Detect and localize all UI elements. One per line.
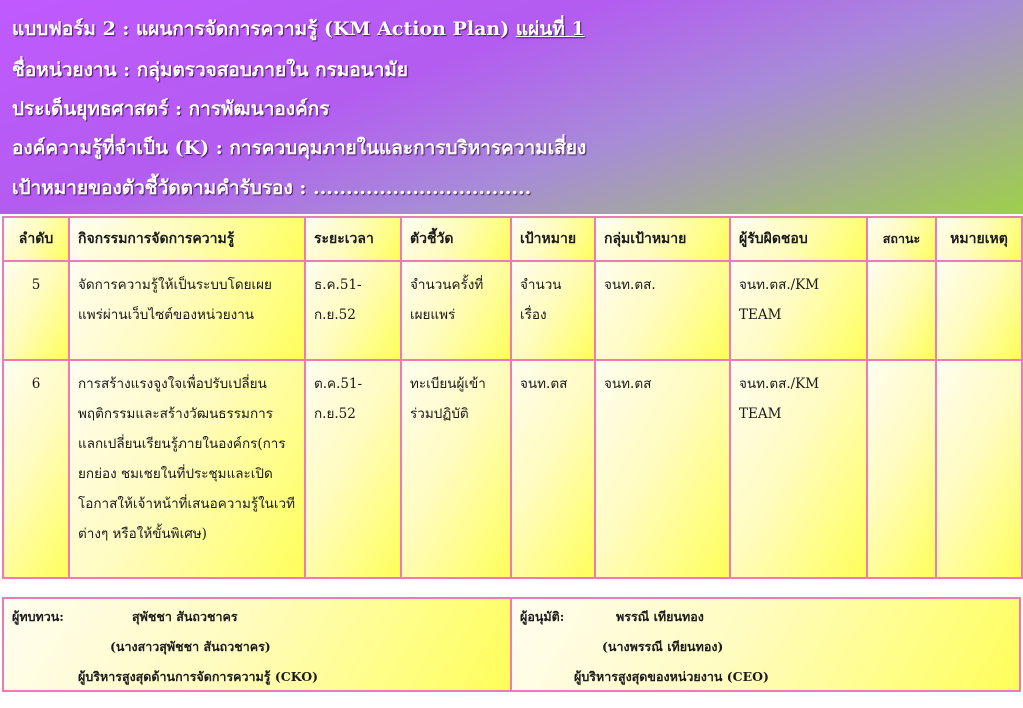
col-header-target-group: กลุ่มเป้าหมาย <box>595 217 730 261</box>
table-header-row <box>3 217 1022 261</box>
col-header-note: หมายเหตุ <box>936 217 1022 261</box>
reviewer-position: ผู้บริหารสูงสุดด้านการจัดการความรู้ (CKO) <box>78 669 319 684</box>
col-header-activity: กิจกรรมการจัดการความรู้ <box>69 217 305 261</box>
cell-responsible: จนท.ตส./KM TEAM <box>730 261 867 360</box>
approver-label: ผู้อนุมัติ: <box>520 609 565 624</box>
table-row <box>3 360 1022 578</box>
cell-target: จนท.ตส <box>511 360 595 578</box>
reviewer-full-name: (นางสาวสุพัชชา สันถวชาคร) <box>110 639 271 654</box>
cell-note <box>936 261 1022 360</box>
form-title-text: แบบฟอร์ม 2 : แผนการจัดการความรู้ (KM Action Plan) <box>12 18 510 40</box>
title-banner <box>0 0 1023 214</box>
col-header-target: เป้าหมาย <box>511 217 595 261</box>
cell-period: ธ.ค.51- ก.ย.52 <box>305 261 401 360</box>
cell-activity: จัดการความรู้ให้เป็นระบบโดยเผยแพร่ผ่านเว็บไซต์ของหน่วยงาน <box>69 261 305 360</box>
cell-target-group: จนท.ตส <box>595 360 730 578</box>
approver-full-name: (นางพรรณี เทียนทอง) <box>602 639 724 654</box>
col-header-status: สถานะ <box>867 217 936 261</box>
cell-indicator: ทะเบียนผู้เข้าร่วมปฏิบัติ <box>401 360 511 578</box>
approver-signature-block <box>510 597 1021 692</box>
form-title <box>12 14 585 44</box>
cell-period: ต.ค.51- ก.ย.52 <box>305 360 401 578</box>
cell-status <box>867 360 936 578</box>
strategic-issue: ประเด็นยุทธศาสตร์ : การพัฒนาองค์กร <box>12 98 330 120</box>
approver-position: ผู้บริหารสูงสุดของหน่วยงาน (CEO) <box>574 669 769 684</box>
col-header-indicator: ตัวชี้วัด <box>401 217 511 261</box>
cell-responsible: จนท.ตส./KM TEAM <box>730 360 867 578</box>
indicator-target: เป้าหมายของตัวชี้วัดตามคำรับรอง : ................................. <box>12 177 532 199</box>
cell-no: 6 <box>3 360 69 578</box>
cell-target-group: จนท.ตส. <box>595 261 730 360</box>
cell-status <box>867 261 936 360</box>
agency-name: ชื่อหน่วยงาน : กลุ่มตรวจสอบภายใน กรมอนามัย <box>12 59 409 81</box>
cell-target: จำนวนเรื่อง <box>511 261 595 360</box>
reviewer-signature-block <box>2 597 512 692</box>
sheet-number: แผ่นที่ 1 <box>515 18 585 40</box>
cell-note <box>936 360 1022 578</box>
cell-activity: การสร้างแรงจูงใจเพื่อปรับเปลี่ยนพฤติกรรมและสร้างวัฒนธรรมการแลกเปลี่ยนเรียนรู้ภายในองค์กร(การยกย่อง ชมเชยในที่ประชุมและเปิดโอกาสให้เจ้าหน้าที่เสนอความรู้ในเวทีต่างๆ หรือให้ขั้นพิเศษ) <box>69 360 305 578</box>
reviewer-name: สุพัชชา สันถวชาคร <box>132 609 238 624</box>
required-knowledge: องค์ความรู้ที่จำเป็น (K) : การควบคุมภายในและการบริหารความเสี่ยง <box>12 137 587 159</box>
km-action-plan-table <box>2 216 1023 579</box>
col-header-no: ลำดับ <box>3 217 69 261</box>
approver-name: พรรณี เทียนทอง <box>616 609 704 624</box>
table-row <box>3 261 1022 360</box>
cell-no: 5 <box>3 261 69 360</box>
col-header-responsible: ผู้รับผิดชอบ <box>730 217 867 261</box>
reviewer-label: ผู้ทบทวน: <box>12 609 64 624</box>
cell-indicator: จำนวนครั้งที่เผยแพร่ <box>401 261 511 360</box>
col-header-period: ระยะเวลา <box>305 217 401 261</box>
